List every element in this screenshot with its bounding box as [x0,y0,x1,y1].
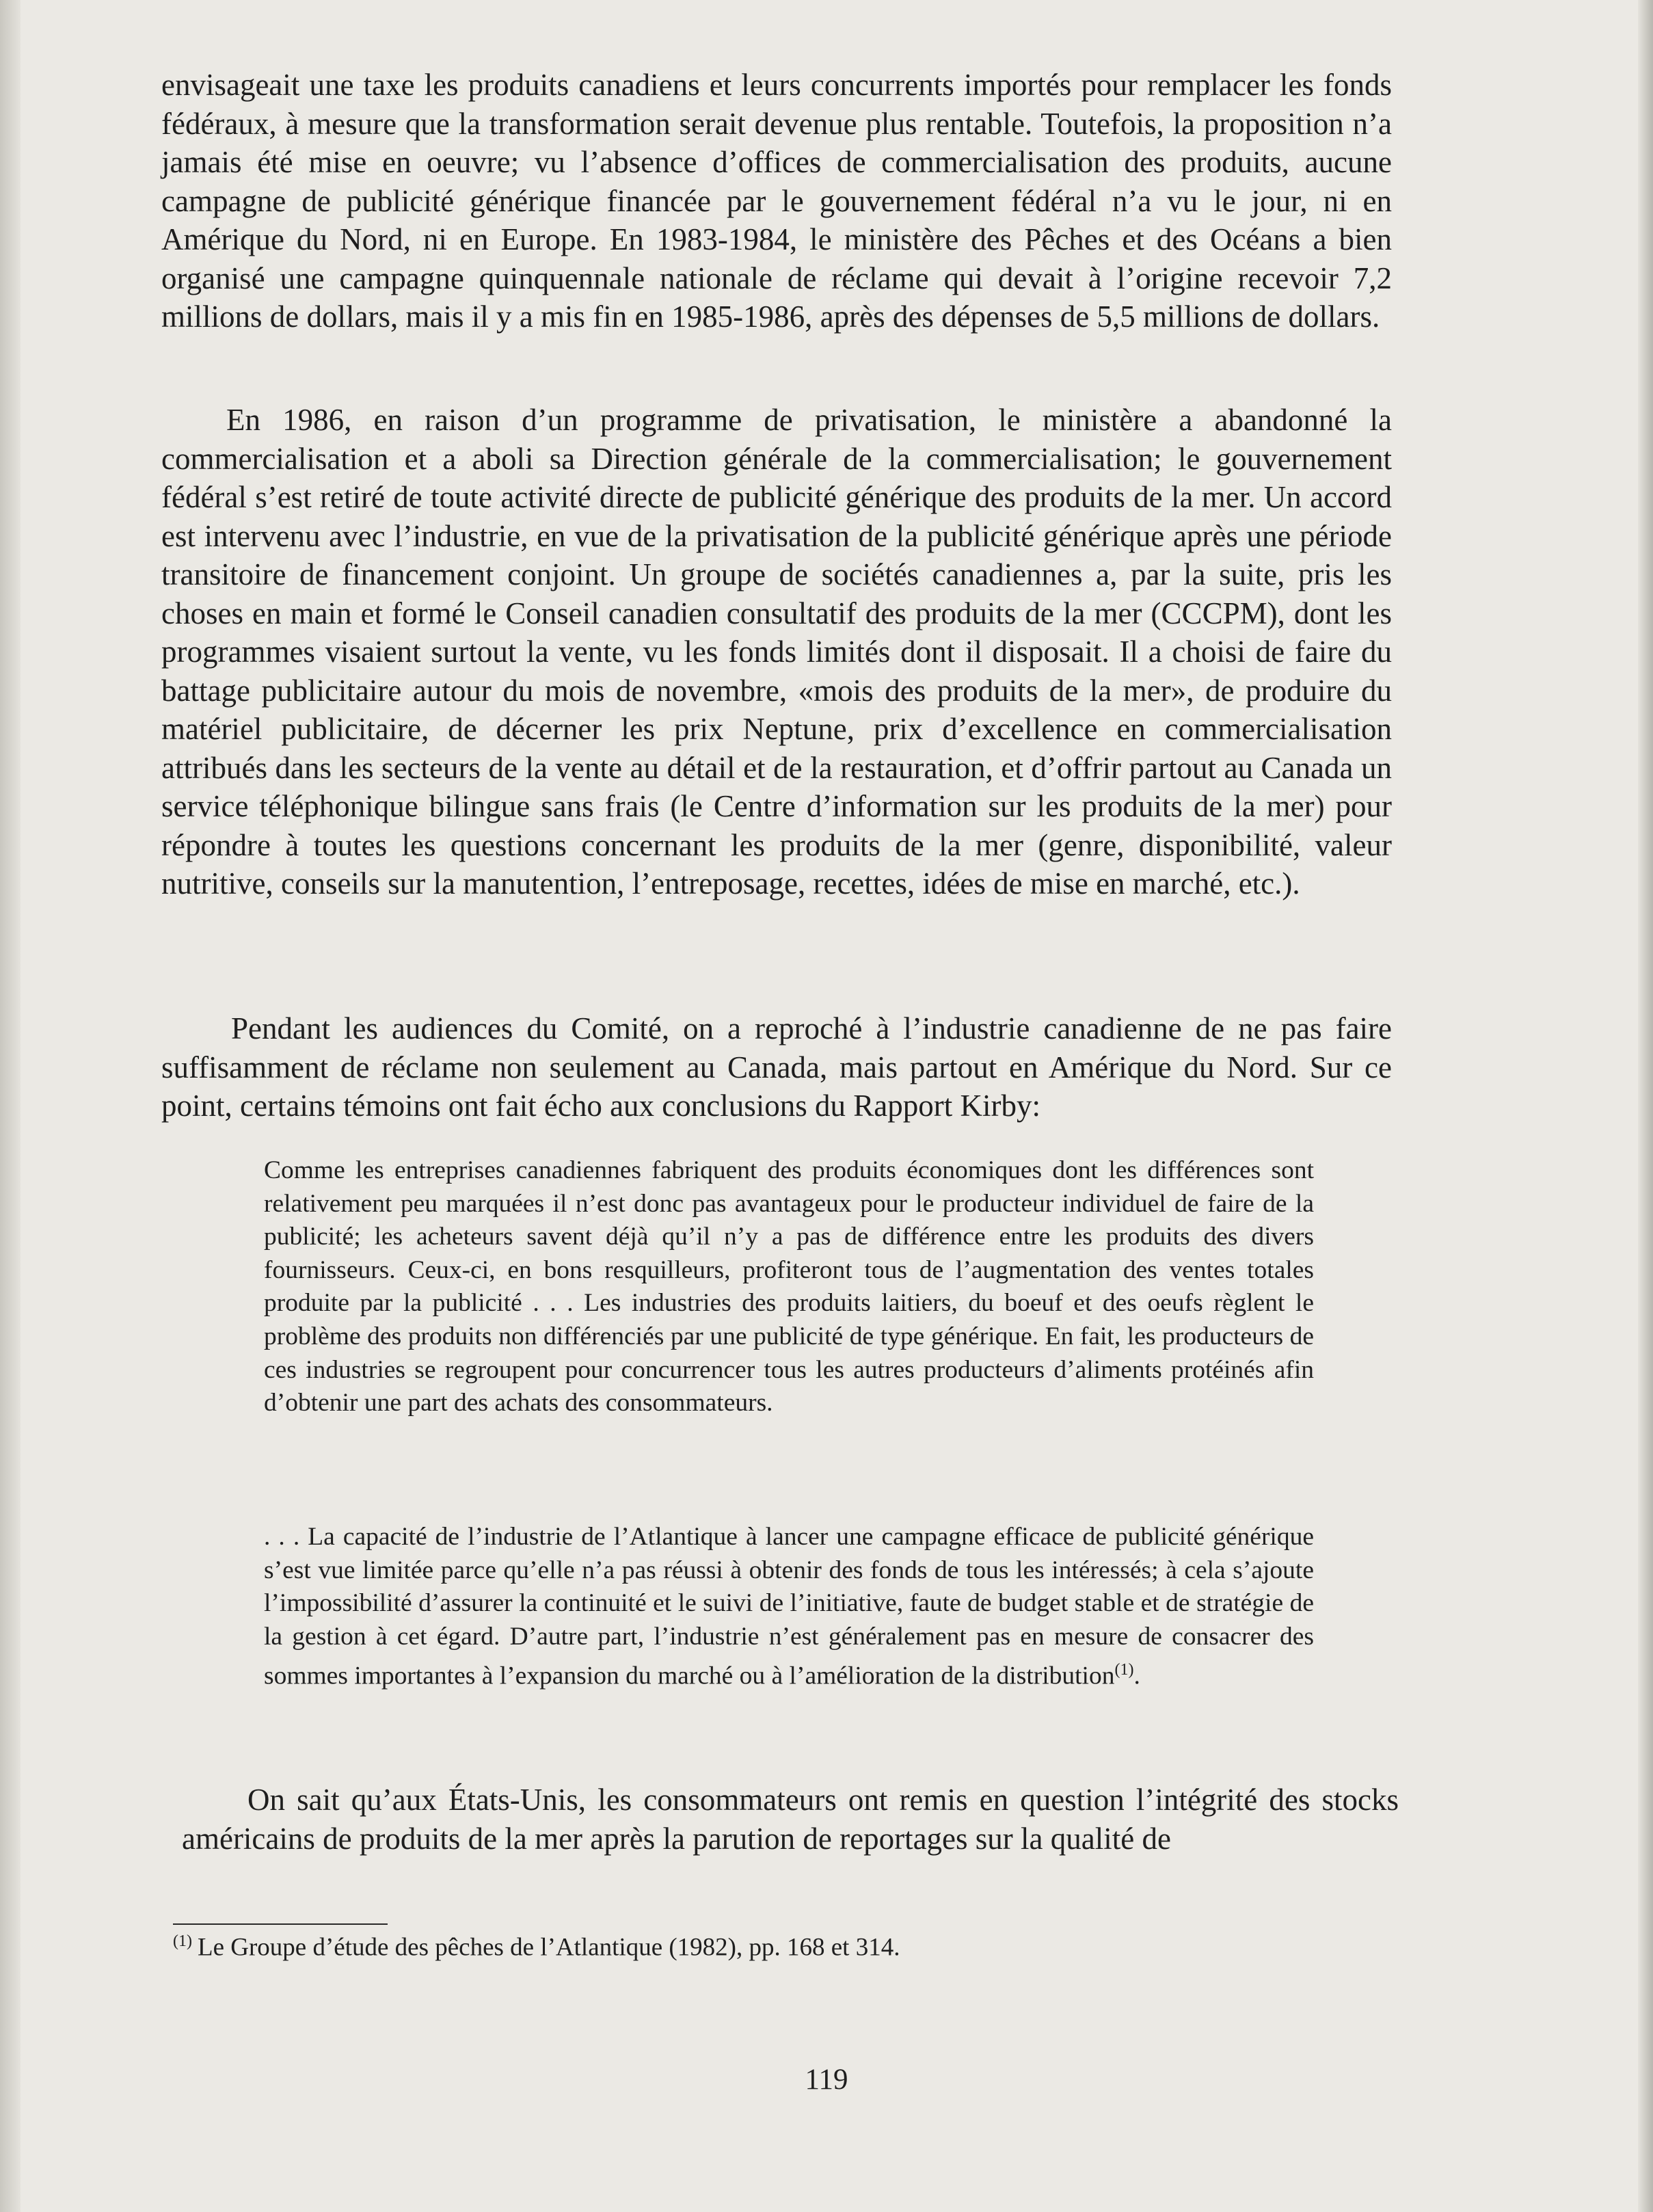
page-edge-right [1638,0,1653,2212]
paragraph-4: On sait qu’aux États-Unis, les consommateurs ont remis en question l’intégrité des stocks américains de produits de la mer après la parution de reportages sur la qualité de [182,1783,1399,1856]
block-quote-1: Comme les entreprises canadiennes fabriquent des produits économiques dont les différences sont relativement peu marquées il n’est donc pas avantageux pour le producteur individuel de faire de la publicité; les acheteurs savent déjà qu’il n’y a pas de différence entre les produits des divers fournisseurs. Ceux-ci, en bons resquilleurs, profiteront tous de l’augmentation des ventes totales produite par la publicité . . . Les industries des produits laitiers, du boeuf et des oeufs règlent le problème des produits non différenciés par une publicité de type générique. En fait, les producteurs de ces industries se regroupent pour concurrencer tous les autres producteurs d’aliments protéinés afin d’obtenir une part des achats des consommateurs. [264,1156,1314,1417]
page-edge-left [0,0,21,2212]
footnote [173,1925,1376,1963]
paragraph-2: En 1986, en raison d’un programme de privatisation, le ministère a abandonné la commercialisation et a aboli sa Direction générale de la commercialisation; le gouvernement fédéral s’est retiré de toute activité directe de publicité générique des produits de la mer. Un accord est intervenu avec l’industrie, en vue de la privatisation de la publicité générique après une période transitoire de financement conjoint. Un groupe de sociétés canadiennes a, par la suite, pris les choses en main et formé le Conseil canadien consultatif des produits de la mer (CCCPM), dont les programmes visaient surtout la vente, vu les fonds limités dont il disposait. Il a choisi de faire du battage publicitaire autour du mois de novembre, «mois des produits de la mer», de produire du matériel publicitaire, de décerner les prix Neptune, prix d’excellence en commercialisation attribués dans les secteurs de la vente au détail et de la restauration, et d’offrir partout au Canada un service téléphonique bilingue sans frais (le Centre d’information sur les produits de la mer) pour répondre à toutes les questions concernant les produits de la mer (genre, disponibilité, valeur nutritive, conseils sur la manutention, l’entreposage, recettes, idées de mise en marché, etc.). [161,403,1392,901]
footnote-text: Le Groupe d’étude des pêches de l’Atlantique (1982), pp. 168 et 314. [197,1933,900,1962]
page-number: 119 [805,2064,848,2096]
footnote-marker: (1) [173,1932,192,1950]
paragraph-1: envisageait une taxe les produits canadiens et leurs concurrents importés pour remplacer les fonds fédéraux, à mesure que la transformation serait devenue plus rentable. Toutefois, la proposition n’a jamais été mise en oeuvre; vu l’absence d’offices de commercialisation des produits, aucune campagne de publicité générique financée par le gouvernement fédéral n’a vu le jour, ni en Amérique du Nord, ni en Europe. En 1983-1984, le ministère des Pêches et des Océans a bien organisé une campagne quinquennale nationale de réclame qui devait à l’origine recevoir 7,2 millions de dollars, mais il y a mis fin en 1985-1986, après des dépenses de 5,5 millions de dollars. [161,68,1392,334]
footnote-reference: (1) [1114,1661,1134,1679]
block-quote-2 [264,1521,1314,1693]
paragraph-3: Pendant les audiences du Comité, on a reproché à l’industrie canadienne de ne pas faire suffisamment de réclame non seulement au Canada, mais partout en Amérique du Nord. Sur ce point, certains témoins ont fait écho aux conclusions du Rapport Kirby: [161,1011,1392,1123]
block-quote-2-end: . [1133,1662,1140,1690]
footnote-rule [173,1923,388,1925]
block-quote-2-text: . . . La capacité de l’industrie de l’Atlantique à lancer une campagne efficace de publicité générique s’est vue limitée parce qu’elle n’a pas réussi à obtenir des fonds de tous les intéressés; à cela s’ajoute l’impossibilité d’assurer la continuité et le suivi de l’initiative, faute de budget stable et de stratégie de la gestion à cet égard. D’autre part, l’industrie n’est généralement pas en mesure de consacrer des sommes importantes à l’expansion du marché ou à l’amélioration de la distribution [264,1523,1314,1690]
